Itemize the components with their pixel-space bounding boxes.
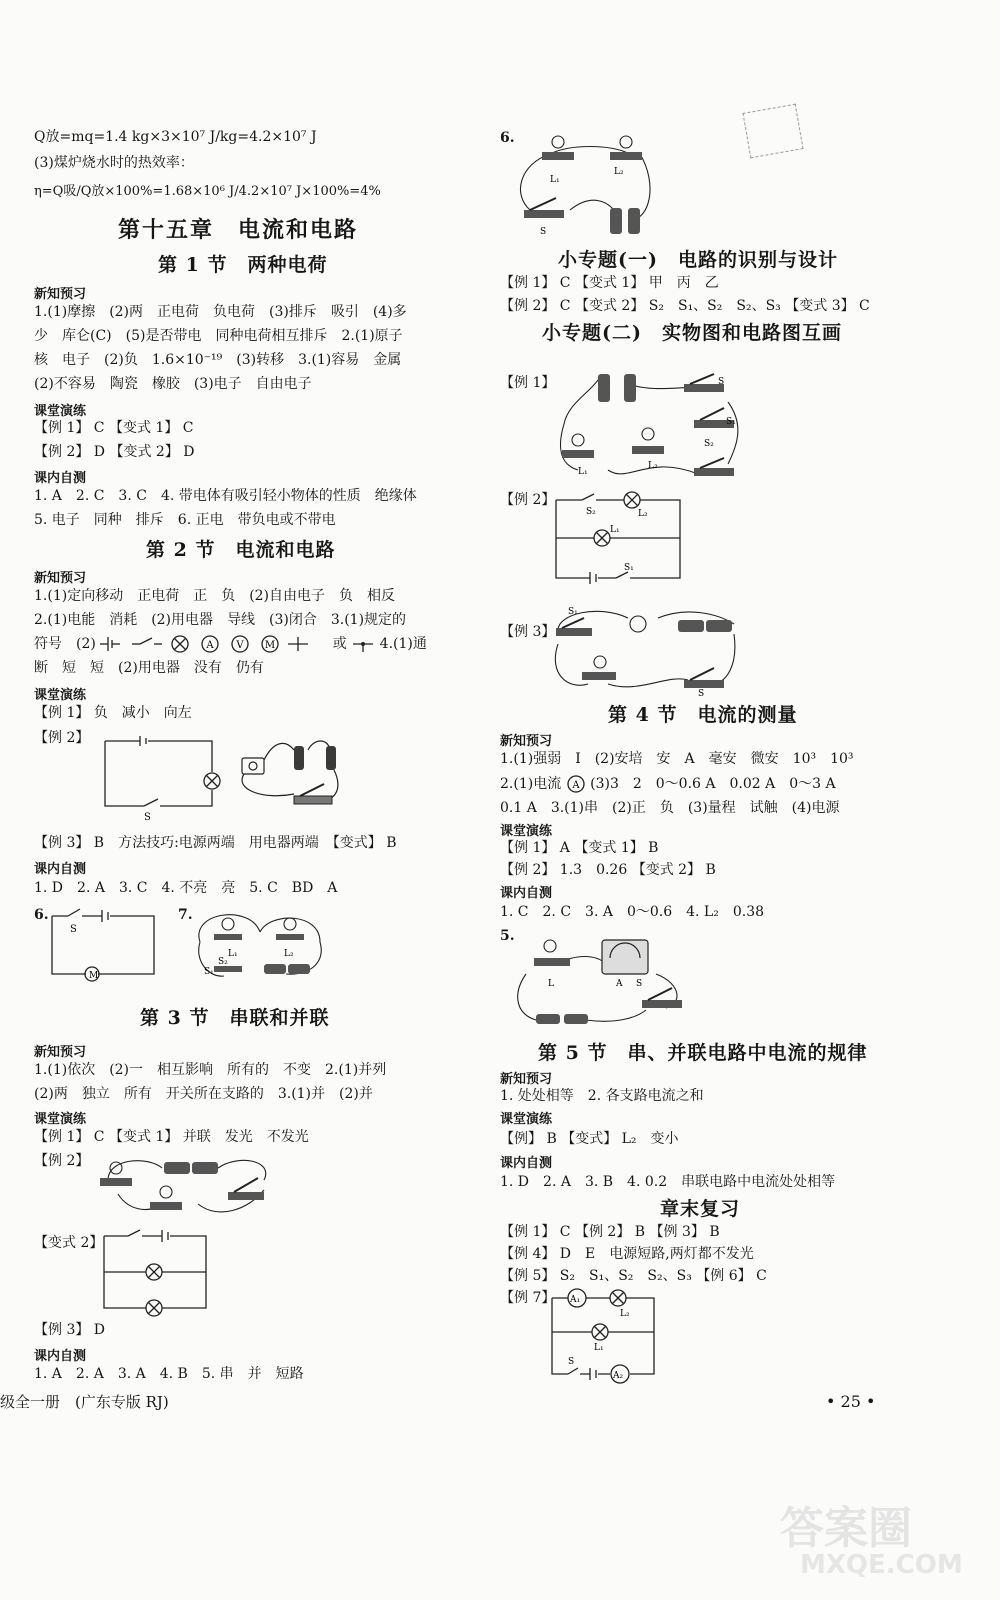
s3-class-line: 【例 2】 [34,1153,90,1169]
s2-test-line: 1. D 2. A 3. C 4. 不亮 亮 5. C BD A [34,880,338,896]
switch-label: S [540,227,547,237]
s5-class-line: 【例】 B 【变式】 L₂ 变小 [500,1131,679,1147]
s2-ex2-physical-sketch [234,730,354,814]
s2-symbols-suffix: 4.(1)通 [379,636,427,652]
lamp-label: L₂ [620,1309,630,1319]
review-ex7-circuit-diagram [548,1290,658,1380]
s5-test-heading: 课内自测 [500,1156,553,1171]
s2-symbols-prefix: 符号 (2) [34,636,96,652]
formula-q-release: Q放=mq=1.4 kg×3×10⁷ J/kg=4.2×10⁷ J [34,129,317,145]
item-3: (3)煤炉烧水时的热效率： [34,155,194,171]
wire-cross-symbol-icon [288,637,308,651]
s2-q6-circuit-diagram [50,906,156,981]
switch-symbol-icon [132,638,162,644]
s4-ammeter-prefix: 2.(1)电流 [500,776,562,792]
battery-symbol-icon [100,637,120,651]
topic1-title: 小专题(一) 电路的识别与设计 [558,249,838,271]
review-line: 【例 1】 C 【例 2】 B 【例 3】 B [500,1224,720,1240]
s4-q5-label: 5. [500,928,515,944]
q6-physical-sketch [510,124,660,236]
lamp-label: L₁ [578,467,588,477]
watermark-url: MXQE.COM [800,1550,963,1580]
s1-class-heading: 课堂演练 [34,404,87,419]
s4-ammeter-line [500,774,836,794]
ammeter-letter: A [616,979,623,989]
s1-preview-line: (2)不容易 陶瓷 橡胶 (3)电子 自由电子 [34,376,312,392]
s5-class-heading: 课堂演练 [500,1112,553,1127]
lamp-label: L₂ [638,509,648,519]
s1-test-heading: 课内自测 [34,471,87,486]
battery-pair-icon [294,746,336,770]
t2-ex1-label: 【例 1】 [500,375,556,391]
switch-label: S₂ [704,439,714,449]
section3-title: 第 3 节 串联和并联 [140,1007,330,1029]
s4-q5-physical-sketch [506,934,692,1030]
section4-title: 第 4 节 电流的测量 [608,704,798,726]
section5-title: 第 5 节 串、并联电路中电流的规律 [538,1042,868,1064]
s3-variant2-circuit-diagram [100,1230,210,1316]
switch-label: S [70,924,77,935]
review-title: 章末复习 [660,1198,741,1220]
lamp-label: L₁ [610,525,620,535]
ammeter-letter: A [206,640,214,651]
lamp-symbol-icon [172,636,188,652]
page-number: • 25 • [826,1392,876,1411]
s2-q7-label: 7. [178,907,193,923]
section1-title: 第 1 节 两种电荷 [158,254,328,276]
s2-class-heading: 课堂演练 [34,688,87,703]
switch-label: S₁ [726,417,736,427]
s5-test-line: 1. D 2. A 3. B 4. 0.2 串联电路中电流处处相等 [500,1174,836,1190]
s2-q7-physical-sketch [190,902,330,986]
review-line: 【例 5】 S₂ S₁、S₂ S₂、S₃ 【例 6】 C [500,1268,767,1284]
s2-ex2-circuit-diagram [100,736,220,823]
t2-ex1-physical-sketch [548,374,748,492]
circuit-symbols [100,634,328,654]
s3-preview-line: (2)两 独立 所有 开关所在支路的 3.(1)并 (2)并 [34,1086,373,1102]
formula-efficiency: η=Q吸/Q放×100%=1.68×10⁶ J/4.2×10⁷ J×100%=4% [34,184,381,199]
s3-class-heading: 课堂演练 [34,1112,87,1127]
stamp-logo [742,104,803,159]
s1-class-line: 【例 1】 C 【变式 1】 C [34,420,194,436]
topic1-line: 【例 2】 C 【变式 2】 S₂ S₁、S₂ S₂、S₃ 【变式 3】 C [500,298,870,314]
s2-symbols-or: 或 [332,636,347,652]
s1-class-line: 【例 2】 D 【变式 2】 D [34,444,195,460]
lamp-label: L₁ [550,175,560,185]
lamp-label: L₁ [594,1343,604,1353]
s5-preview-line: 1. 处处相等 2. 各支路电流之和 [500,1088,704,1104]
topic2-title: 小专题(二) 实物图和电路图互画 [542,322,842,344]
s3-ex2-physical-sketch [88,1150,278,1220]
lamp-label: L₁ [228,949,238,959]
s4-preview-line: 0.1 A 3.(1)串 (2)正 负 (3)量程 试触 (4)电源 [500,800,840,816]
s4-class-line: 【例 1】 A 【变式 1】 B [500,840,659,856]
s1-preview-line: 1.(1)摩擦 (2)两 正电荷 负电荷 (3)排斥 吸引 (4)多 [34,304,407,320]
lamp-label: L₂ [614,167,624,177]
review-line: 【例 4】 D E 电源短路,两灯都不发光 [500,1246,754,1262]
switch-label: S [636,979,643,989]
page-footer: 级全一册 (广东专版 RJ) [0,1393,169,1411]
chapter-title: 第十五章 电流和电路 [118,217,359,243]
s2-q6-label: 6. [34,907,49,923]
s1-preview-line: 核 电子 (2)负 1.6×10⁻¹⁹ (3)转移 3.(1)容易 金属 [34,352,402,368]
s4-test-heading: 课内自测 [500,886,553,901]
switch-label: S [698,689,705,699]
ammeter-symbol-icon [566,774,586,794]
s1-preview-heading: 新知预习 [34,287,87,302]
t2-ex3-label: 【例 3】 [500,624,556,640]
s2-preview-line: 断 短 短 (2)用电器 没有 仍有 [34,660,264,676]
s4-ammeter-suffix: (3)3 2 0～0.6 A 0.02 A 0～3 A [590,776,836,792]
switch-label: S [144,812,151,823]
wire-junction-symbol-icon [351,634,375,654]
motor-letter: M [265,640,276,651]
q6-label: 6. [500,130,515,146]
s3-test-line: 1. A 2. A 3. A 4. B 5. 串 并 短路 [34,1366,304,1382]
s2-class-line: 【例 1】 负 减小 向左 [34,705,192,721]
lamp-label: L₂ [648,461,658,471]
s3-preview-line: 1.(1)依次 (2)一 相互影响 所有的 不变 2.(1)并列 [34,1062,387,1078]
s4-test-line: 1. C 2. C 3. A 0～0.6 4. L₂ 0.38 [500,904,765,920]
section2-title: 第 2 节 电流和电路 [146,539,336,561]
switch-label: S₁ [568,607,578,617]
s4-preview-line: 1.(1)强弱 I (2)安培 安 A 毫安 微安 10³ 10³ [500,751,854,767]
switch-label: S₂ [586,507,596,517]
s4-class-heading: 课堂演练 [500,824,553,839]
ammeter-a1-label: A₁ [570,1295,581,1305]
s2-preview-line: 2.(1)电能 消耗 (2)用电器 导线 (3)闭合 3.(1)规定的 [34,612,407,628]
voltmeter-letter: V [236,640,244,651]
watermark-logo: 答案圈 [780,1503,912,1554]
s1-test-line: 5. 电子 同种 排斥 6. 正电 带负电或不带电 [34,512,336,528]
motor-letter: M [89,971,99,981]
t2-ex2-circuit-diagram [552,494,684,586]
s2-preview-heading: 新知预习 [34,571,87,586]
lamp-label: L₂ [284,949,294,959]
ammeter-letter: A [572,780,580,791]
s1-test-line: 1. A 2. C 3. C 4. 带电体有吸引轻小物体的性质 绝缘体 [34,488,417,504]
ammeter-device-icon [602,940,648,974]
switch-icon [294,784,332,804]
switch-label: S₂ [218,957,228,967]
s3-class-line: 【例 3】 D [34,1322,106,1338]
review-ex7-label: 【例 7】 [500,1290,556,1306]
s3-class-line: 【例 1】 C 【变式 1】 并联 发光 不发光 [34,1129,309,1145]
switch-label: S₁ [624,563,634,573]
s2-preview-line: 1.(1)定向移动 正电荷 正 负 (2)自由电子 负 相反 [34,588,396,604]
s1-preview-line: 少 库仑(C) (5)是否带电 同种电荷相互排斥 2.(1)原子 [34,328,403,344]
switch-label: S [568,1357,575,1367]
s5-preview-heading: 新知预习 [500,1072,553,1087]
s2-symbols-line [34,634,427,654]
s3-test-heading: 课内自测 [34,1349,87,1364]
topic1-line: 【例 1】 C 【变式 1】 甲 丙 乙 [500,275,719,291]
s3-preview-heading: 新知预习 [34,1045,87,1060]
s2-test-heading: 课内自测 [34,862,87,877]
t2-ex2-label: 【例 2】 [500,492,556,508]
switch-label: S₁ [204,967,214,977]
t2-ex3-physical-sketch [548,604,738,699]
s2-class-line: 【例 2】 [34,730,90,746]
lamp-label: L [548,979,554,989]
s4-class-line: 【例 2】 1.3 0.26 【变式 2】 B [500,862,716,878]
ammeter-a2-label: A₂ [613,1371,624,1381]
s4-preview-heading: 新知预习 [500,734,553,749]
switch-label: S [718,377,725,387]
s2-class-line: 【例 3】 B 方法技巧:电源两端 用电器两端 【变式】 B [34,835,397,851]
s3-variant2-label: 【变式 2】 [34,1235,104,1251]
